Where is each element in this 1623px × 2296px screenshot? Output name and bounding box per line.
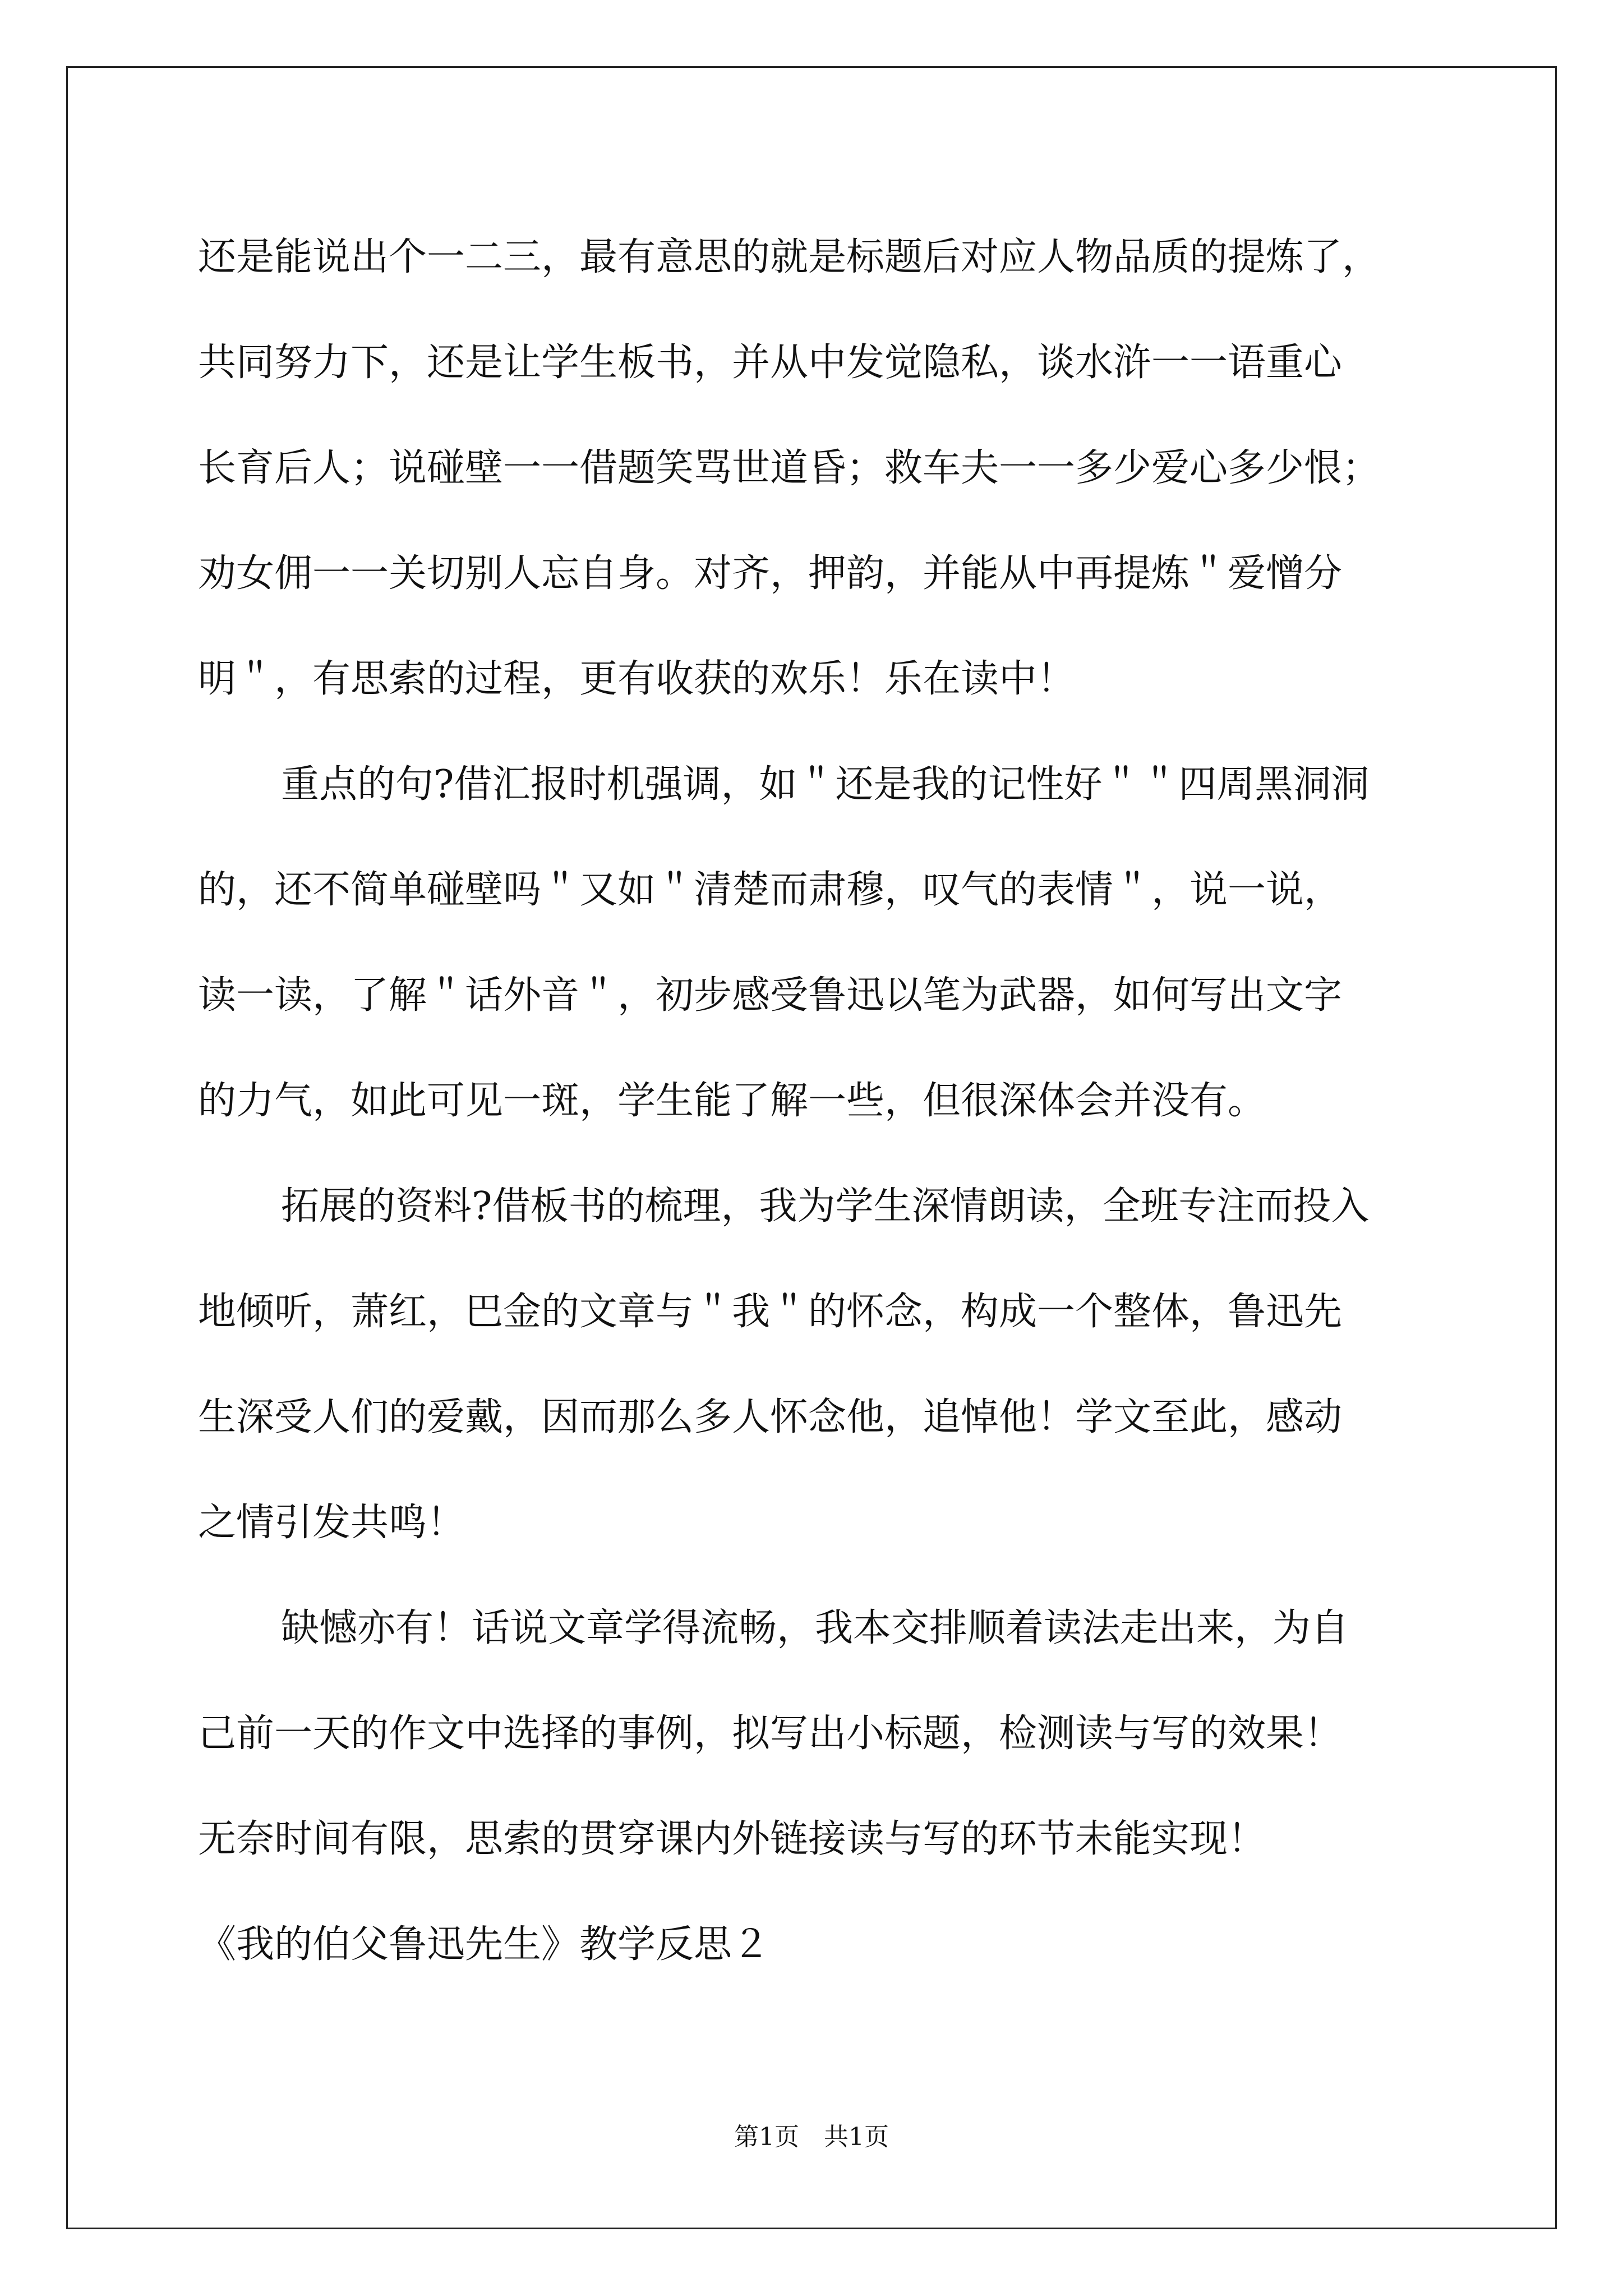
paragraph-line: 长育后人；说碰壁一一借题笑骂世道昏；救车夫一一多少爱心多少恨； [198,446,1381,490]
paragraph-first-line: 缺憾亦有！话说文章学得流畅，我本交排顺着读法走出来，为自 [281,1606,1349,1650]
paragraph-line: 地倾听，萧红，巴金的文章与＂我＂的怀念，构成一个整体，鲁迅先 [198,1290,1343,1334]
paragraph-line: 己前一天的作文中选择的事例，拟写出小标题，检测读与写的效果！ [198,1711,1343,1756]
paragraph-line: 之情引发共鸣！ [198,1501,465,1545]
paragraph-line: 劝女佣一一关切别人忘自身。对齐，押韵，并能从中再提炼＂爱憎分 [198,551,1343,596]
section-title: 《我的伯父鲁迅先生》教学反思２ [198,1922,771,1967]
paragraph-line: 还是能说出个一二三，最有意思的就是标题后对应人物品质的提炼了， [198,235,1381,279]
paragraph-line: 生深受人们的爱戴，因而那么多人怀念他，追悼他！学文至此，感动 [198,1395,1343,1439]
paragraph-line: 共同努力下，还是让学生板书，并从中发觉隐私，谈水浒一一语重心 [198,341,1343,385]
page-number-footer: 第1页 共1页 [734,2123,889,2151]
paragraph-line: 明＂，有思索的过程，更有收获的欢乐！乐在读中！ [198,657,1076,701]
paragraph-first-line: 拓展的资料?借板书的梳理，我为学生深情朗读，全班专注而投入 [281,1184,1370,1228]
paragraph-line: 的，还不简单碰壁吗＂又如＂清楚而肃穆，叹气的表情＂，说一说， [198,868,1343,912]
paragraph-first-line: 重点的句?借汇报时机强调，如＂还是我的记性好＂＂四周黑洞洞 [281,762,1370,807]
paragraph-line: 的力气，如此可见一斑，学生能了解一些，但很深体会并没有。 [198,1079,1266,1123]
paragraph-line: 读一读，了解＂话外音＂，初步感受鲁迅以笔为武器，如何写出文字 [198,973,1343,1018]
paragraph-line: 无奈时间有限，思索的贯穿课内外链接读与写的环节未能实现！ [198,1817,1266,1861]
document-body [198,205,1437,1998]
